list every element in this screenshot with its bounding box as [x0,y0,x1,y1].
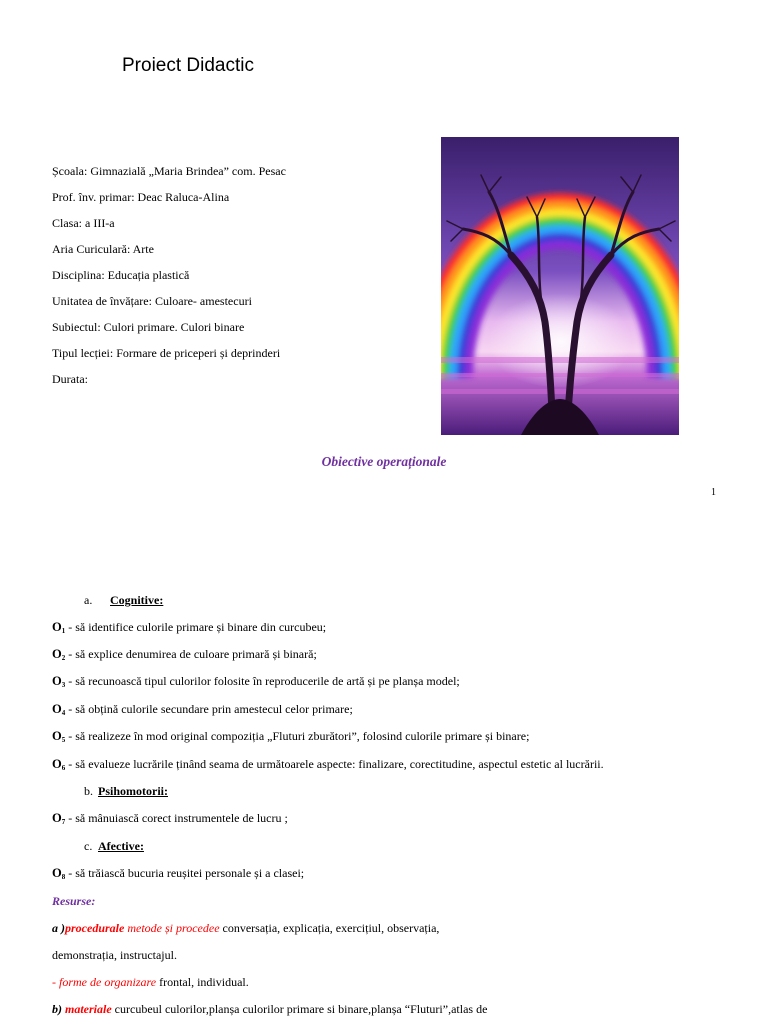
objective-item: $O_4$ - să obțină culorile secundare prin amestecul celor primare; [52,702,353,717]
category-label: Psihomotorii: [98,784,168,798]
resources-procedural-line: a )procedurale metode și procedee conversația, explicația, exercițiul, observația, [52,921,440,935]
category-marker: c. [84,839,93,853]
info-class: Clasa: a III-a [52,216,115,230]
category-psychomotor [84,784,168,799]
objective-item: $O_5$ - să realizeze în mod original compoziția „Fluturi zburători”, folosind culorile primare și binare; [52,729,530,744]
procedural-label: procedurale [65,921,125,935]
info-lesson-type: Tipul lecției: Formare de priceperi și deprinderi [52,346,281,360]
info-school: Școala: Gimnazială „Maria Brindea” com. Pesac [52,164,286,178]
methods-text: conversația, explicația, exercițiul, observația, [219,921,440,935]
category-cognitive [84,593,163,608]
category-label: Afective: [98,839,144,853]
resources-heading: Resurse: [52,894,96,908]
category-label: Cognitive: [110,593,164,607]
methods-label: metode și procedee [124,921,220,935]
objective-item: $O_7$ - să mânuiască corect instrumentele de lucru ; [52,811,288,826]
objectives-section-title: Obiective operaționale [321,454,447,469]
materials-text: curcubeul culorilor,planșa culorilor primare si binare,planșa “Fluturi”,atlas de [111,1002,488,1016]
category-affective [84,839,144,854]
organization-label: forme de organizare [59,975,157,989]
objective-item: $O_3$ - să recunoască tipul culorilor folosite în reproducerile de artă și pe planșa model; [52,674,460,689]
materials-label: materiale [65,1002,112,1016]
page-number: 1 [711,487,716,498]
info-duration: Durata: [52,372,88,386]
info-curricular-area: Aria Curiculară: Arte [52,242,154,256]
info-discipline: Disciplina: Educația plastică [52,268,190,282]
info-subject: Subiectul: Culori primare. Culori binare [52,320,245,334]
resources-organization-line: - forme de organizare frontal, individual. [52,975,249,989]
objective-item: $O_8$ - să trăiască bucuria reușitei personale și a clasei; [52,866,305,881]
document-title: Proiect Didactic [122,55,254,76]
organization-text: frontal, individual. [156,975,249,989]
objective-item: $O_1$ - să identifice culorile primare și binare din curcubeu; [52,620,327,635]
objective-item: $O_2$ - să explice denumirea de culoare primară și binară; [52,647,317,662]
category-marker: a. [84,593,93,607]
resources-materials-line: b) materiale curcubeul culorilor,planșa culorilor primare si binare,planșa “Fluturi”,atlas de [52,1002,488,1016]
methods-text-continued: demonstrația, instructajul. [52,948,177,962]
category-marker: b. [84,784,93,798]
info-learning-unit: Unitatea de învățare: Culoare- amestecuri [52,294,252,308]
objective-item: $O_6$ - să evalueze lucrările ținând seama de următoarele aspecte: finalizare, corectitudine, aspectul estetic al lucrării. [52,757,604,772]
rainbow-tree-painting-icon [441,137,679,435]
info-teacher: Prof. înv. primar: Deac Raluca-Alina [52,190,230,204]
